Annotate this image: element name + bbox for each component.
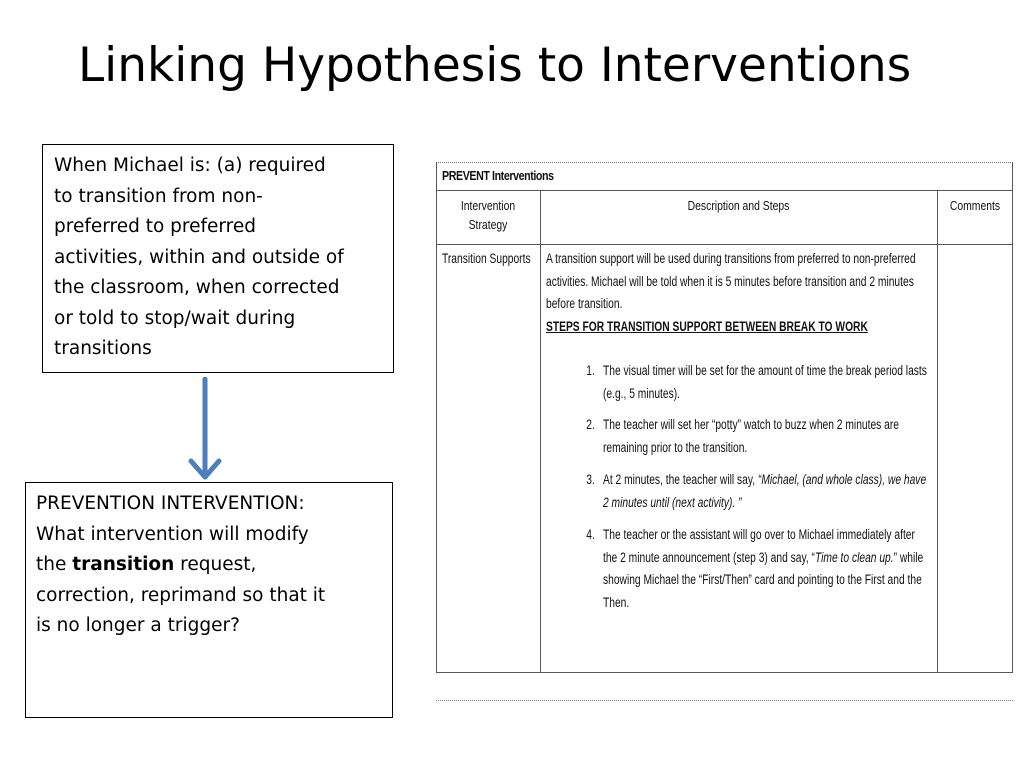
- hypothesis-line: activities, within and outside of: [54, 246, 344, 268]
- form-divider: [436, 190, 1013, 191]
- column-divider: [937, 190, 938, 673]
- hypothesis-line: preferred to preferred: [54, 216, 256, 237]
- down-arrow-icon: [185, 377, 225, 483]
- row-strategy: Transition Supports: [442, 251, 531, 266]
- step-item: 1. The visual timer will be set for the amount of time the break period lasts (e.g., 5 minutes).: [586, 363, 927, 401]
- hypothesis-line: to transition from non-: [54, 185, 263, 207]
- prevention-line: is no longer a trigger?: [36, 615, 240, 636]
- column-header-comments: Comments: [949, 198, 1001, 213]
- hypothesis-line: the classroom, when corrected: [54, 277, 340, 298]
- hypothesis-line: transitions: [54, 338, 152, 359]
- steps-heading: STEPS FOR TRANSITION SUPPORT BETWEEN BREAK TO WORK: [546, 318, 868, 334]
- prevention-line: correction, reprimand so that it: [36, 584, 326, 606]
- prevention-box: [25, 482, 393, 718]
- column-divider: [540, 190, 541, 673]
- prevent-interventions-form: [436, 162, 1013, 673]
- emphasis-transition: transition: [72, 554, 175, 575]
- hypothesis-box: [42, 144, 394, 373]
- step-item: 2. The teacher will set her “potty” watch to buzz when 2 minutes are remaining prior to the transition.: [586, 417, 899, 455]
- form-heading: PREVENT Interventions: [442, 168, 554, 183]
- form-bottom-border: [436, 700, 1013, 701]
- column-header-strategy: Intervention Strategy: [460, 198, 516, 232]
- hypothesis-line: When Michael is: (a) required: [54, 155, 326, 176]
- prevention-line: What intervention will modify: [36, 523, 309, 545]
- prevention-line: the transition request,: [36, 554, 257, 575]
- prevention-heading: PREVENTION INTERVENTION:: [36, 493, 305, 514]
- step-item: 4. The teacher or the assistant will go over to Michael immediately after the 2 minute announcement (step 3) and say, “Time to clean up.” while showing Michael the “First/Then” card and pointing to the First and the Then.: [586, 527, 924, 610]
- form-divider: [436, 244, 1013, 245]
- column-header-description: Description and Steps: [687, 198, 790, 213]
- row-intro: A transition support will be used during transitions from preferred to non-preferred activities. Michael will be told when it is 5 minutes before transition and 2 minutes before transition. STEPS FOR TRANSITION SUPPORT BETWEEN BREAK TO WORK: [546, 248, 916, 338]
- hypothesis-line: or told to stop/wait during: [54, 307, 296, 329]
- step-item: 3. At 2 minutes, the teacher will say, “Michael, (and whole class), we have 2 minutes until (next activity). ”: [586, 472, 927, 510]
- slide-title: Linking Hypothesis to Interventions: [78, 38, 912, 93]
